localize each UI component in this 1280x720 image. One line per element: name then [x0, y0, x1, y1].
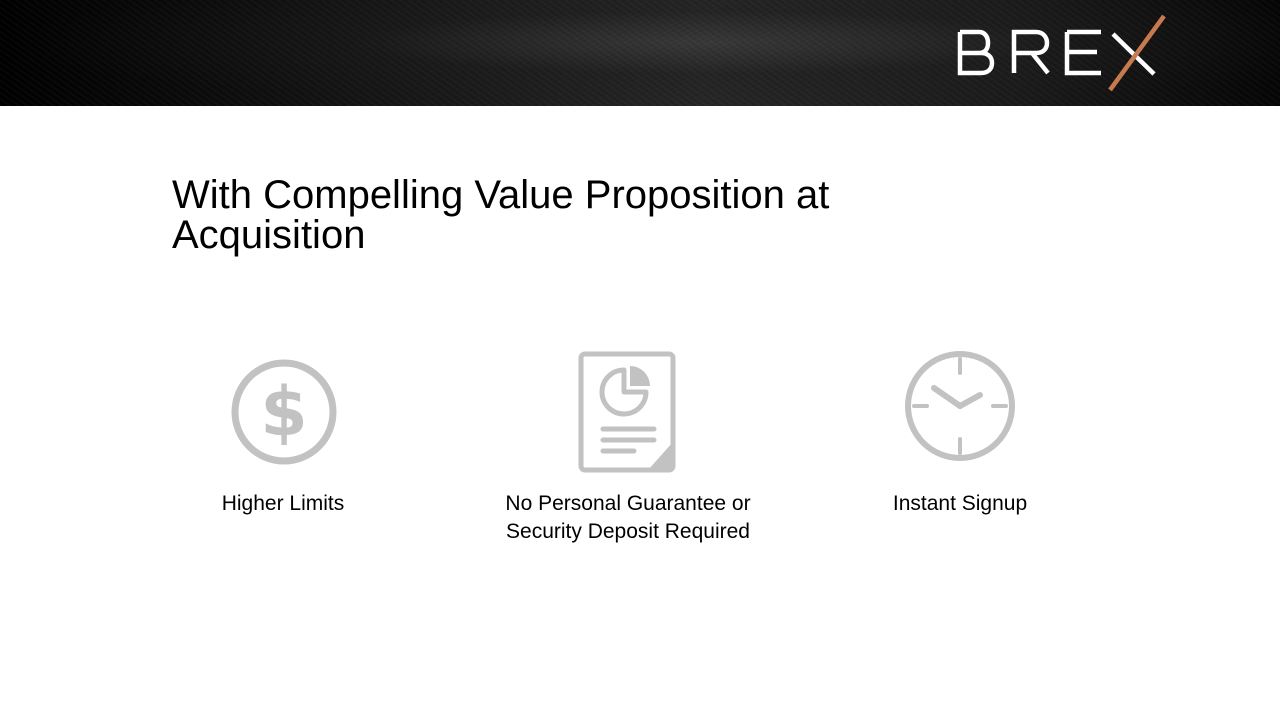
feature-label: Instant Signup — [892, 492, 1028, 515]
slide-title: With Compelling Value Proposition at Acquisition — [172, 173, 830, 257]
clock-icon — [896, 348, 1024, 476]
document-pie-chart-icon — [564, 348, 692, 476]
svg-text:$: $ — [260, 373, 308, 452]
feature-label: Higher Limits — [221, 492, 345, 515]
feature-no-personal-guarantee — [478, 348, 778, 546]
feature-label: No Personal Guarantee or Security Deposit Required — [505, 492, 751, 543]
dollar-coin-icon — [219, 348, 347, 476]
feature-instant-signup — [810, 348, 1110, 518]
brex-logo — [955, 14, 1170, 94]
feature-higher-limits — [133, 348, 433, 518]
